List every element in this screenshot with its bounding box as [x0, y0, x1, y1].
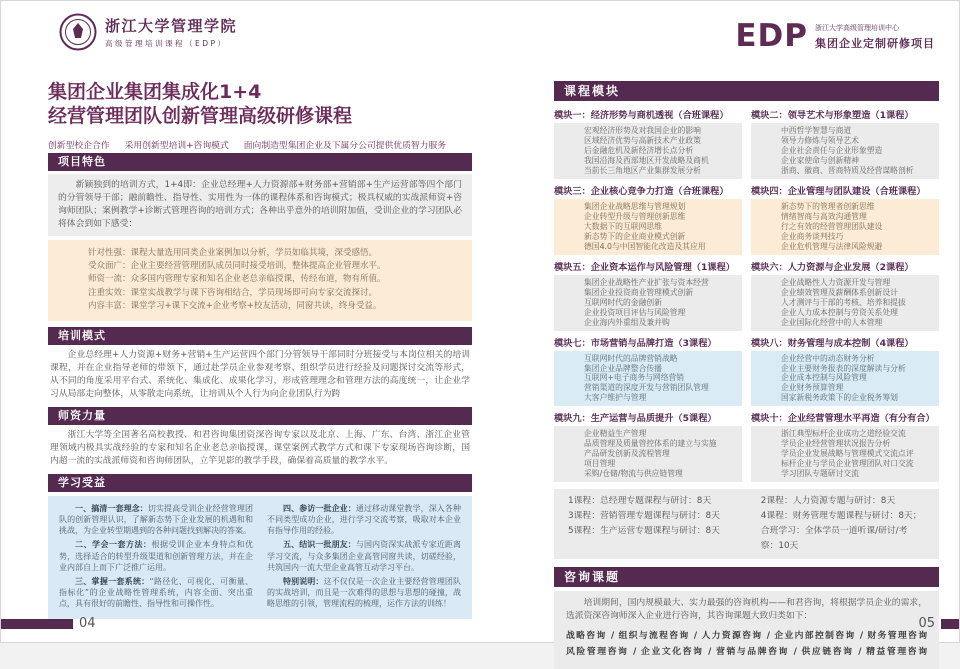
module-topic: 大客户维护与管理	[584, 393, 647, 403]
module-topic: 大数据下的互联网思维	[584, 221, 662, 231]
page-header	[1, 13, 959, 65]
benefit-text: 通过移动课堂教学，深入各种不同类型成功企业，进行学习交流考察，吸取对本企业有指导作用的经验。	[267, 503, 462, 536]
module-topics	[554, 351, 742, 407]
module-topics	[554, 275, 742, 331]
benefit-item	[59, 503, 253, 537]
module-topic: 企业海内外重组及兼并购	[584, 317, 670, 327]
module-topic: 中西哲学智慧与商道	[781, 126, 852, 135]
module-topic: 领导力修炼与领导艺术	[781, 135, 859, 145]
module-topic: 当前长三角地区产业集群发展分析	[584, 165, 701, 175]
faculty-text: 浙江大学等全国著名高校教授、和君咨询集团资深咨询专家以及北京、上海、广东、台湾、浙江企业管理领域内极具实战经验的专家和知名企业老总亲临授课，课堂案例式教学方式和课下专家现场咨询诊断，国内超一流的实战派师资和咨询师团队，立竿见影的教学手段，确保着高质量的教学水平。	[50, 429, 470, 466]
schedule-cell: 4课程：财务管理专题课程与研讨：8天；	[760, 511, 922, 522]
module-9	[554, 406, 742, 482]
module-topic: 项目管理	[584, 459, 616, 469]
benefit-lead: 四、参访一批企业：	[283, 503, 356, 513]
course-title-line1: 集团企业集团集成化1+4	[48, 81, 262, 103]
section-header-faculty: 师资力量	[48, 407, 472, 425]
module-title: 模块八：财务管理与成本控制（4课程）	[751, 337, 914, 349]
module-title: 模块三：企业核心竞争力打造（合班课程）	[554, 185, 729, 197]
benefits-box	[48, 496, 472, 620]
subtitle-item: 面向制造型集团企业及下属分公司提供优质智力服务	[243, 140, 447, 151]
section-header-benefits: 学习受益	[48, 474, 472, 492]
module-title: 模块二：领导艺术与形象塑造（1课程）	[751, 110, 914, 121]
module-1	[554, 103, 742, 179]
benefits-column-right	[267, 503, 461, 613]
section-header-features: 项目特色	[48, 153, 472, 171]
section-header-modules: 课程模块	[554, 81, 939, 101]
right-page	[554, 81, 939, 669]
module-4	[751, 179, 939, 255]
edp-logo-text: EDP	[735, 18, 808, 54]
module-topics	[554, 426, 742, 482]
module-topic: 企业主要财务报表的深度解读与分析	[781, 363, 906, 373]
module-topics	[751, 351, 939, 407]
module-topic: 我国沿海及西部地区开发战略及商机	[584, 155, 709, 165]
feature-bullet: 注重实效：课堂实战教学与课下咨询相结合，学员现场即可向专家交流探讨。	[88, 287, 378, 298]
benefit-text: “路径化、可视化、可衡量、指标化”的企业战略性管理系统，内容全面、突出重点，具有很好的前瞻性、指导性和可操作性。	[59, 576, 253, 609]
training-mode-box	[48, 345, 472, 401]
left-page	[48, 81, 472, 619]
module-title: 模块一：经济形势与商机透视（合班课程）	[554, 110, 729, 121]
module-topic: 企业财务预算管理	[781, 383, 844, 393]
schedule-cell: 2课程：人力资源专题与研讨：8天	[760, 496, 896, 507]
module-topics	[751, 123, 939, 179]
module-topic: 集团企业战略思维与管理规划	[584, 201, 686, 211]
module-7	[554, 331, 742, 407]
page-number-bar	[941, 619, 959, 629]
module-topic: 企业精益生产管理	[584, 429, 647, 439]
module-title: 模块七：市场营销与品牌打造（3课程）	[554, 337, 717, 349]
module-topic: 互联网时代的品牌营销战略	[584, 353, 678, 363]
module-3	[554, 179, 742, 255]
feature-bullet: 内容丰富：课堂学习+课下交流+企业考察+校友活动，同窗共读，终身受益。	[88, 301, 382, 312]
module-topic: 国家新税务政策下的企业税务筹划	[781, 393, 898, 403]
module-topic: 标杆企业与学员企业管理团队对口交流	[781, 459, 914, 469]
consulting-topics	[566, 628, 927, 661]
school-name: 浙江大学管理学院	[105, 17, 238, 35]
benefit-lead: 特别说明：	[283, 576, 324, 586]
edp-brand	[735, 18, 935, 54]
module-topic: 企业社会责任与企业形象塑造	[781, 145, 883, 155]
module-topics	[751, 426, 939, 482]
module-topic: 后金融危机及新经济增长点分析	[584, 145, 694, 155]
faculty-box	[48, 425, 472, 468]
module-topics	[554, 123, 742, 179]
benefit-item	[267, 503, 461, 537]
course-title	[48, 81, 472, 129]
module-topic: 学习团队专题研讨交流	[781, 469, 859, 479]
module-topic: 企业家使命与创新精神	[781, 155, 859, 165]
feature-bullet: 师资一流：众多国内管理专家和知名企业老总亲临授课，传经布道，物有所值。	[88, 274, 386, 285]
page-number: 04	[79, 616, 96, 631]
module-topic: 产品研发创新及流程管理	[584, 449, 670, 459]
schedule-cell: 1课程：总经理专题课程与研讨：8天	[568, 496, 712, 507]
module-topic: 企业国际化经营中的人本管理	[781, 317, 883, 327]
module-topic: 集团企业投资商业管理模式创新	[584, 287, 694, 297]
benefits-column-left	[59, 503, 253, 613]
module-topic: 集团企业战略性产业扩张与资本经营	[584, 277, 709, 287]
module-topic: 企业转型升级与管理创新思维	[584, 211, 686, 221]
module-topic: 企业人力成本控制与劳资关系处理	[781, 307, 898, 317]
consulting-intro: 培训期间，国内规模最大、实力最强的咨询机构——和君咨询，将根据学员企业的需求，选派资深咨询师深入企业进行咨询，其咨询课题大致归类如下：	[566, 598, 927, 622]
consulting-topic-row: 战略咨询 / 组织与流程咨询 / 人力资源咨询 / 企业内部控制咨询 / 财务管理咨询	[566, 631, 927, 642]
module-topic: 宏观经济形势及对我国企业的影响	[584, 126, 701, 135]
school-subtitle: 高级管理培训课程（EDP）	[105, 39, 228, 48]
zju-emblem-icon	[59, 13, 97, 51]
module-topic: 品质管理及质量管控体系的建立与实施	[584, 439, 717, 449]
benefit-item	[59, 539, 253, 573]
module-topic: 营销渠道的深度开发与营销团队管理	[584, 383, 709, 393]
benefit-item	[267, 576, 461, 610]
module-6	[751, 255, 939, 331]
page-number: 05	[918, 616, 935, 631]
module-topic: 浙江典型标杆企业成功之道经验交流	[781, 429, 906, 439]
benefit-lead: 三、掌握一套系统：	[75, 576, 150, 586]
module-2	[751, 103, 939, 179]
module-topic: 区域经济优势与高新技术产业政策	[584, 135, 701, 145]
module-topic: 浙商、徽商、晋商特质及经营谋略剖析	[781, 165, 914, 175]
feature-bullet: 针对性强：课程大量选用同类企业案例加以分析，学员如临其境，深受感悟。	[88, 247, 378, 258]
page-number-left	[1, 616, 96, 631]
training-mode-text: 企业总经理+人力资源+财务+营销+生产运营四个部门分管领导干部同时分班接受与本岗位相关的培训课程，并在企业指导老师的带领下，通过赴学员企业参观考察、组织学员进行经验及问题探讨交流等形式，从不同的角度采用平台式、系统化、集成化、成果化学习，形成管理理念和管理方法的高度统一，让企业学习从局部走向整体，从零散走向系统，让培训从个人行为向企业团队行为跨	[50, 349, 470, 399]
module-topic: 互联网时代的金融创新	[584, 297, 662, 307]
edp-center-name: 浙江大学高级管理培训中心	[815, 23, 899, 32]
module-topic: 情绪智商与高效沟通管理	[781, 211, 867, 221]
benefit-text: 根据受训企业本身特点和优势，选择适合的转型升级渠道和创新管理方法，并在企业内部自上而下广泛推广运用。	[59, 540, 253, 572]
module-topic: 企业经营中的动态财务分析	[781, 353, 875, 363]
module-title: 模块十：企业经营管理水平再造（有分有合）	[751, 413, 935, 425]
module-topic: 企业投资项目评估与风险管理	[584, 307, 686, 317]
features-intro-box	[48, 174, 472, 236]
benefit-text: 切实提高受训企业经营管理团队的创新管理认识，了解新态势下企业发展的机遇和和挑战，为企业转型期遇到的各种问题找到解决的答案。	[59, 503, 254, 536]
section-header-training-mode: 培训模式	[48, 327, 472, 345]
benefit-item	[59, 576, 253, 610]
page-number-bar	[1, 619, 73, 629]
schedule-cell: 5课程：生产运营专题课程与研讨：8天	[568, 526, 720, 537]
module-topic: 企业绩效管理及薪酬体系创新设计	[781, 287, 898, 297]
consulting-box	[554, 591, 939, 669]
features-bullets-box	[48, 240, 472, 321]
subtitle-item: 创新型校企合作	[48, 140, 110, 151]
benefit-text: 与国内资深实战派专家近距离学习交流，与众多集团企业高管同窗共读，切磋经验，共筑国内一流大型企业高管互动学习平台。	[267, 540, 462, 572]
benefit-text: 这不仅仅是一次企业主要经营管理团队的实战培训，而且是一次难得的思想与思想的碰撞，战略思维的引领，管理流程的梳理，运作方法的训练！	[267, 576, 462, 609]
module-topic: 学员企业发展战略与管理模式交流点评	[781, 449, 914, 459]
subtitle-item: 采用创新型培训+咨询模式	[124, 140, 229, 151]
module-5	[554, 255, 742, 331]
school-brand-text	[105, 15, 237, 49]
module-topics	[554, 199, 742, 255]
module-topic: 企业成本控制与风险管理	[781, 373, 867, 383]
module-topic: 学员企业经营管理状况报告分析	[781, 439, 891, 449]
module-topic: 企业危机管理与法律风险规避	[781, 241, 883, 251]
module-title: 模块四：企业管理与团队建设（合班课程）	[751, 185, 926, 197]
schedule-table	[554, 489, 939, 559]
module-topic: 新态势下的企业商业模式创新	[584, 231, 686, 241]
module-title: 模块五：企业资本运作与风险管理（1课程）	[554, 261, 735, 273]
module-topic: 互联网+电子商务与网络营销	[584, 373, 685, 383]
edp-program-name: 集团企业定制研修项目	[815, 36, 935, 50]
module-title: 模块六：人力资源与企业发展（2课程）	[751, 261, 914, 273]
module-topic: 集团企业品牌整合传播	[584, 363, 662, 373]
edp-brand-text	[815, 23, 935, 51]
module-title: 模块九：生产运营与品质提升（5课程）	[554, 413, 717, 425]
benefit-lead: 二、学会一套方法：	[75, 540, 152, 550]
benefit-lead: 一、搞清一套理念：	[75, 503, 148, 513]
page-number-right	[918, 616, 959, 631]
schedule-cell: 3课程：营销管理专题课程与研讨：8天	[568, 511, 720, 522]
module-8	[751, 331, 939, 407]
features-intro-text: 新颖独到的培训方式，1+4即：企业总经理+人力资源部+财务部+营销部+生产运营部等四个部门的分管领导干部；融前瞻性、指导性、实用性为一体的课程体系和咨询模式；极具权威的实战派师资+咨询师团队；案例教学+诊断式管理咨询的培训方式；各种出乎意外的培训附加值，受训企业的学习团队必将体会到如下感受：	[58, 179, 462, 229]
benefit-lead: 五、结识一批朋友：	[283, 540, 356, 550]
course-title-line2: 经营管理团队创新管理高级研修课程	[48, 104, 353, 127]
benefit-item	[267, 539, 461, 573]
schedule-cell: 合班学习：全体学员一道听课/研讨/考察：10天	[760, 526, 908, 552]
modules-grid	[554, 103, 939, 482]
school-brand	[59, 13, 237, 51]
module-topics	[751, 199, 939, 255]
course-subtitle	[48, 133, 472, 151]
feature-bullet: 受众面广：企业主要经营管理团队成员同时接受培训，整体提高企业管理水平。	[88, 260, 386, 271]
module-topic: 德国4.0与中国智能化改造及其应用	[584, 241, 706, 251]
module-topic: 新态势下的管理者创新思维	[781, 201, 875, 211]
module-topics	[751, 275, 939, 331]
module-topic: 采购/仓储/物流与供应链管理	[584, 469, 683, 479]
module-topic: 行之有效的经营管理团队建设	[781, 221, 883, 231]
module-topic: 人才测评与干部的考核、培养和提拔	[781, 297, 906, 307]
consulting-topic-row: 风险管理咨询 / 企业文化咨询 / 营销与品牌咨询 / 供应链咨询 / 精益管理咨询	[566, 647, 927, 658]
module-topic: 企业商务谈判技巧	[781, 231, 844, 241]
module-topic: 企业战略性人力资源开发与管理	[781, 277, 891, 287]
section-header-consulting: 咨询课题	[554, 567, 939, 587]
module-10	[751, 406, 939, 482]
